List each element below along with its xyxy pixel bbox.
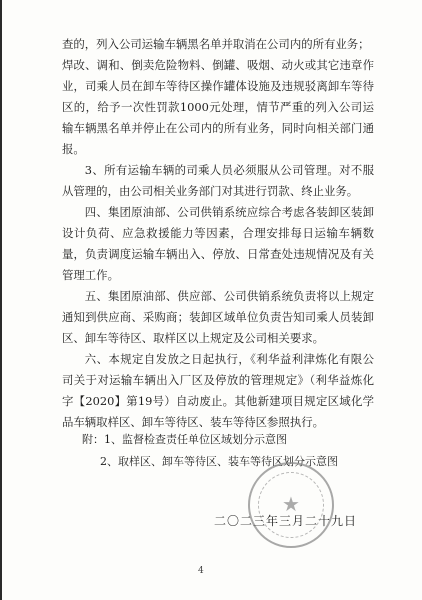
- document-date: 二〇二三年三月二十九日: [214, 514, 358, 528]
- paragraph-violations: 焊改、调和、倒卖危险物料、倒罐、吸烟、动火或其它违章作业，司乘人员在卸车等待区操作罐体设施及违规驳离卸车等待区的，给予一次性罚款1000元处理，情节严重的列入公司运输车辆黑名单并停止在公司内的所有业务，同时向相关部门通报。: [62, 58, 374, 156]
- attachments-list: [82, 429, 382, 473]
- paragraph-section-4: 四、集团原油部、公司供销系统应综合考虑各装卸区装卸设计负荷、应急救援能力等因素，合理安排每日运输车辆数量，负责调度运输车辆出入、停放、日常查处违规情况及有关管理工作。: [62, 205, 374, 282]
- paragraph-section-5: 五、集团原油部、供应部、公司供销系统负责将以上规定通知到供应商、采购商；装卸区域单位负责告知司乘人员装卸区、卸车等待区、取样区以上规定及公司相关要求。: [62, 289, 374, 345]
- attachment-item-1: 附：1、监督检查责任单位区域划分示意图: [82, 433, 287, 446]
- paragraph-section-6: 六、本规定自发放之日起执行，《利华益利津炼化有限公司关于对运输车辆出入厂区及停放的管理规定》（利华益炼化字【2020】第19号）自动废止。其他新建项目规定区域化学品车辆取样区、卸车等待区、装车等待区参照执行。: [62, 352, 374, 429]
- page-number: 4: [198, 566, 204, 576]
- paragraph-rule-3: 3、所有运输车辆的司乘人员必须服从公司管理。对不服从管理的，由公司相关业务部门对其进行罚款、终止业务。: [62, 163, 374, 198]
- document-body: [62, 34, 374, 433]
- seal-star-icon: ★: [282, 492, 300, 516]
- company-seal-icon: [248, 462, 334, 548]
- attachment-item-2: 2、取样区、卸车等待区、装车等待区划分示意图: [100, 455, 338, 468]
- paragraph-continued: 查的，列入公司运输车辆黑名单并取消在公司内的所有业务；: [62, 37, 370, 51]
